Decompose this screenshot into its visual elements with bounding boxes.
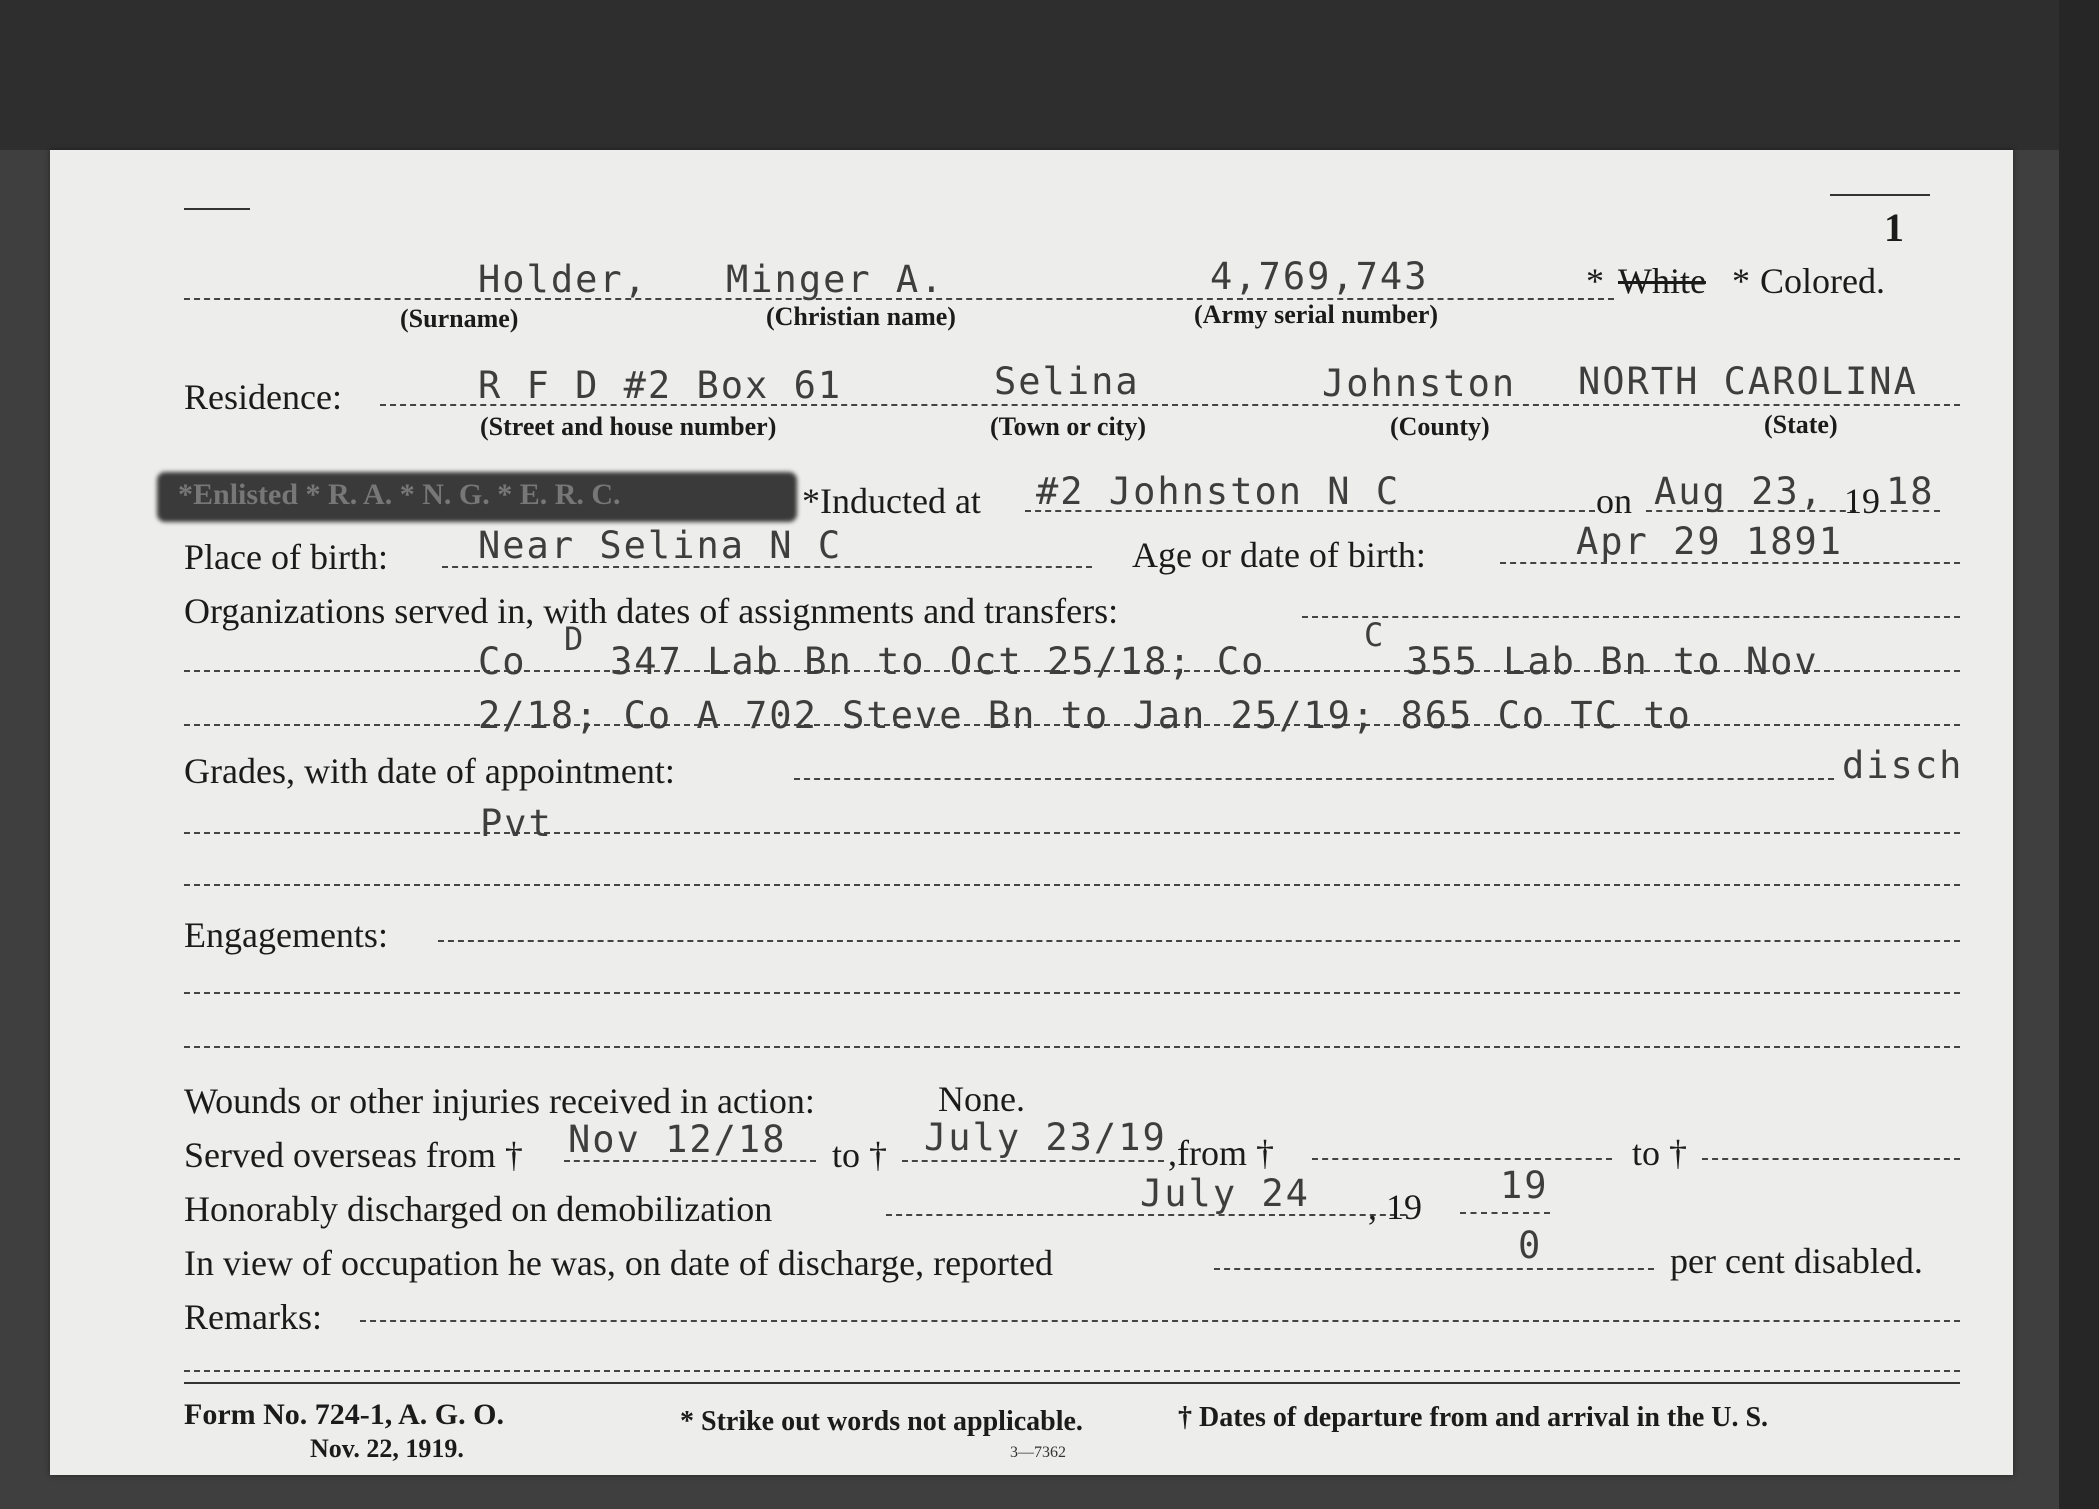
- form-date: Nov. 22, 1919.: [310, 1434, 464, 1463]
- christian-name-value: Minger A.: [726, 258, 945, 301]
- wounds-value: None.: [938, 1079, 1025, 1119]
- organizations-line1-b: 347 Lab Bn to Oct 25/18; Co: [610, 640, 1266, 683]
- organizations-line-0: [1302, 616, 1960, 618]
- serial-number-caption: (Army serial number): [1194, 300, 1439, 329]
- race-white-struck: White: [1618, 261, 1706, 301]
- print-code: 3—7362: [1010, 1444, 1066, 1461]
- overseas-to-line: [902, 1160, 1164, 1162]
- surname-value: Holder,: [478, 258, 648, 301]
- organizations-line1-c: 355 Lab Bn to Nov: [1406, 640, 1819, 683]
- grades-value: Pvt: [480, 802, 553, 845]
- overseas-label: Served overseas from †: [184, 1135, 523, 1175]
- residence-label: Residence:: [184, 377, 342, 417]
- obscured-enlistment-text: *Enlisted * R. A. * N. G. * E. R. C.: [178, 478, 621, 511]
- organizations-line1-a: Co: [478, 640, 527, 683]
- serial-number-value: 4,769,743: [1210, 255, 1429, 298]
- surname-caption: (Surname): [400, 304, 519, 333]
- remarks-line-1: [184, 1370, 1960, 1372]
- remarks-label: Remarks:: [184, 1297, 322, 1337]
- strike-out-note: * Strike out words not applicable.: [680, 1406, 1083, 1437]
- discharge-year: 19: [1500, 1164, 1549, 1207]
- race-colored: Colored.: [1760, 261, 1885, 301]
- residence-state: NORTH CAROLINA: [1578, 360, 1918, 403]
- christian-name-caption: (Christian name): [766, 302, 956, 331]
- induction-year: 18: [1886, 470, 1935, 513]
- birth-place-label: Place of birth:: [184, 537, 388, 577]
- inducted-label: *Inducted at: [802, 481, 981, 521]
- top-right-rule: [1830, 194, 1930, 196]
- birth-date-value: Apr 29 1891: [1576, 520, 1844, 563]
- residence-town: Selina: [994, 360, 1140, 403]
- engagements-line-1: [184, 992, 1960, 994]
- birth-date-label: Age or date of birth:: [1132, 535, 1426, 575]
- organizations-line2: 2/18; Co A 702 Steve Bn to Jan 25/19; 865 Co TC to: [478, 694, 1692, 737]
- dates-note: † Dates of departure from and arrival in the U. S.: [1178, 1402, 1769, 1433]
- discharge-year-prefix: , 19: [1368, 1187, 1422, 1227]
- race-marker-2: *: [1732, 261, 1750, 301]
- discharge-year-line: [1460, 1212, 1550, 1214]
- scanner-background-top: [0, 0, 2099, 150]
- overseas-to-line-2: [1702, 1158, 1960, 1160]
- disability-suffix: per cent disabled.: [1670, 1241, 1923, 1281]
- organizations-label: Organizations served in, with dates of assignments and transfers:: [184, 591, 1119, 631]
- engagements-label: Engagements:: [184, 915, 388, 955]
- overseas-from-line-2: [1312, 1158, 1612, 1160]
- wounds-label: Wounds or other injuries received in action:: [184, 1081, 815, 1121]
- grades-label: Grades, with date of appointment:: [184, 751, 675, 791]
- inducted-place: #2 Johnston N C: [1036, 470, 1401, 513]
- race-marker: *: [1586, 261, 1604, 301]
- residence-street: R F D #2 Box 61: [478, 364, 843, 407]
- organizations-line3: disch: [1842, 744, 1964, 787]
- form-number: Form No. 724-1, A. G. O.: [184, 1398, 504, 1431]
- disability-value: 0: [1518, 1224, 1543, 1267]
- street-caption: (Street and house number): [480, 412, 777, 441]
- induction-year-prefix: 19: [1844, 481, 1880, 521]
- discharge-label: Honorably discharged on demobilization: [184, 1189, 773, 1229]
- town-caption: (Town or city): [990, 412, 1146, 441]
- engagements-line-0: [438, 940, 1960, 942]
- county-caption: (County): [1390, 412, 1490, 441]
- scanner-background-right: [2059, 0, 2099, 1509]
- organizations-line1-sup2: C: [1364, 616, 1386, 654]
- overseas-to-label-2: to †: [1632, 1133, 1688, 1173]
- overseas-from-date: Nov 12/18: [568, 1118, 787, 1161]
- overseas-from-label-2: ,from †: [1168, 1133, 1274, 1173]
- organizations-line1-sup1: D: [564, 620, 586, 658]
- birth-place-value: Near Selina N C: [478, 524, 843, 567]
- grades-line-1: [184, 832, 1960, 834]
- overseas-to-date: July 23/19: [924, 1116, 1167, 1159]
- state-caption: (State): [1764, 410, 1838, 439]
- inducted-on-label: on: [1596, 481, 1632, 521]
- discharge-date: July 24: [1140, 1172, 1310, 1215]
- engagements-line-2: [184, 1046, 1960, 1048]
- overseas-to-label: to †: [832, 1135, 888, 1175]
- grades-line-2: [184, 884, 1960, 886]
- remarks-line-0: [360, 1320, 1960, 1322]
- service-record-card: [50, 150, 2013, 1475]
- residence-county: Johnston: [1322, 362, 1517, 405]
- grades-line-0: [794, 778, 1834, 780]
- footer-divider: [184, 1382, 1960, 1384]
- page-number: 1: [1884, 205, 1904, 250]
- top-left-rule: [184, 208, 250, 210]
- induction-date: Aug 23,: [1654, 470, 1824, 513]
- disability-line: [1214, 1268, 1654, 1270]
- disability-label: In view of occupation he was, on date of discharge, reported: [184, 1243, 1054, 1283]
